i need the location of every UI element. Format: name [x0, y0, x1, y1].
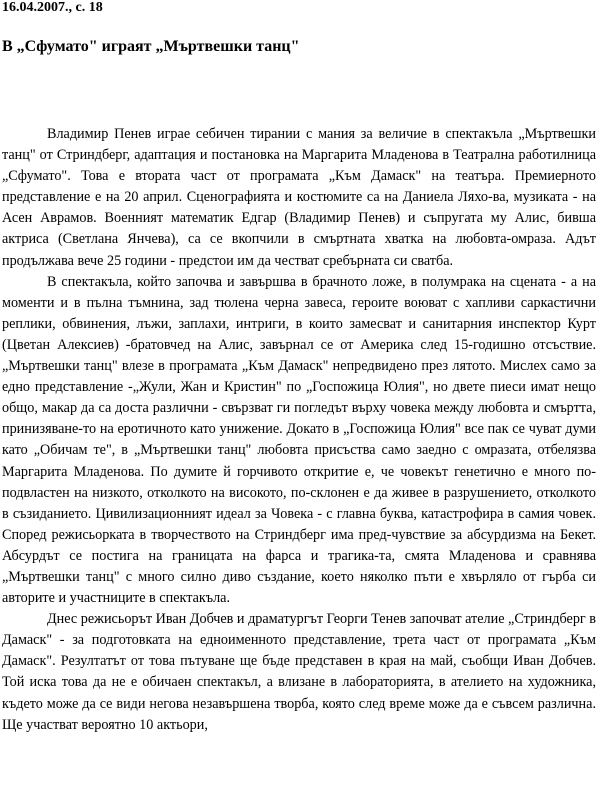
article-body [2, 124, 596, 736]
issue-date-and-page: 16.04.2007., с. 18 [2, 0, 103, 15]
article-paragraph-1: Владимир Пенев играе себичен тирании с мания за величие в спектакъла „Мъртвешки танц" от Стриндберг, адаптация и постановка на Маргарита Младенова в Театрална работилница „Сфумато". Това е втората част от програмата „Към Дамаск" на театъра. Премиерното представление е на 20 април. Сценографията и костюмите са на Даниела Ляхо-ва, музиката - на Асен Аврамов. Военният математик Едгар (Владимир Пенев) и съпругата му Алис, бивша актриса (Светлана Янчева), са се вкопчили в смъртната хватка на любовта-омраза. Адът продължава вече 25 години - предстои им да честват сребърната си сватба. [2, 126, 596, 269]
article-title: В „Сфумато" играят „Мъртвешки танц" [2, 38, 300, 55]
article-paragraph-3: Днес режисьорът Иван Добчев и драматургът Георги Тенев започват ателие „Стриндберг в Дамаск" - за подготовката на едноименното представление, трета част от програмата „Към Дамаск". Резултатът от това пътуване ще бъде представен в края на май, съобщи Иван Добчев. Той иска това да не е обичаен спектакъл, а влизане в лабораторията, в ателието на художника, където може да се види негова незавършена творба, която след време може да е съвсем различна. Ще участват вероятно 10 актьори, [2, 611, 596, 733]
article-paragraph-2: В спектакъла, който започва и завършва в брачното ложе, в полумрака на сцената - а на моменти и в пълна тъмнина, зад тюлена черна завеса, героите воюват с хапливи саркастични реплики, обвинения, лъжи, заплахи, интриги, в които замесват и санитарния инспектор Курт (Цветан Алексиев) -братовчед на Алис, завърнал се от Америка след 15-годишно отсъствие. „Мъртвешки танц" влезе в програмата „Към Дамаск" непредвидено през лятото. Мислех само за едно представление -„Жули, Жан и Кристин" по „Госпожица Юлия", но двете пиеси имат нещо общо, макар да са доста различни - свързват ги погледът върху човека между любовта и смъртта, принизяване-то на еротичното като унижение. Докато в „Госпожица Юлия" все пак се чуват думи като „Обичам те", в „Мъртвешки танц" любовта присъства само заедно с омразата, отбелязва Маргарита Младенова. По думите й горчивото откритие е, че човекът генетично е много по-подвластен на низкото, отколкото на високото, по-склонен е да живее в разрушението, отколкото в съзиданието. Цивилизационният идеал за Човека - с главна буква, катастрофира в самия човек. Според режисьорката в творчеството на Стриндберг има пред-чувствие за абсурдизма на Бекет. Абсурдът се постига на границата на фарса и трагика-та, смята Младенова и сравнява „Мъртвешки танц" с много силно диво създание, което няколко пъти е хвърляло от гърба си авторите и участниците в спектакъла. [2, 273, 596, 607]
